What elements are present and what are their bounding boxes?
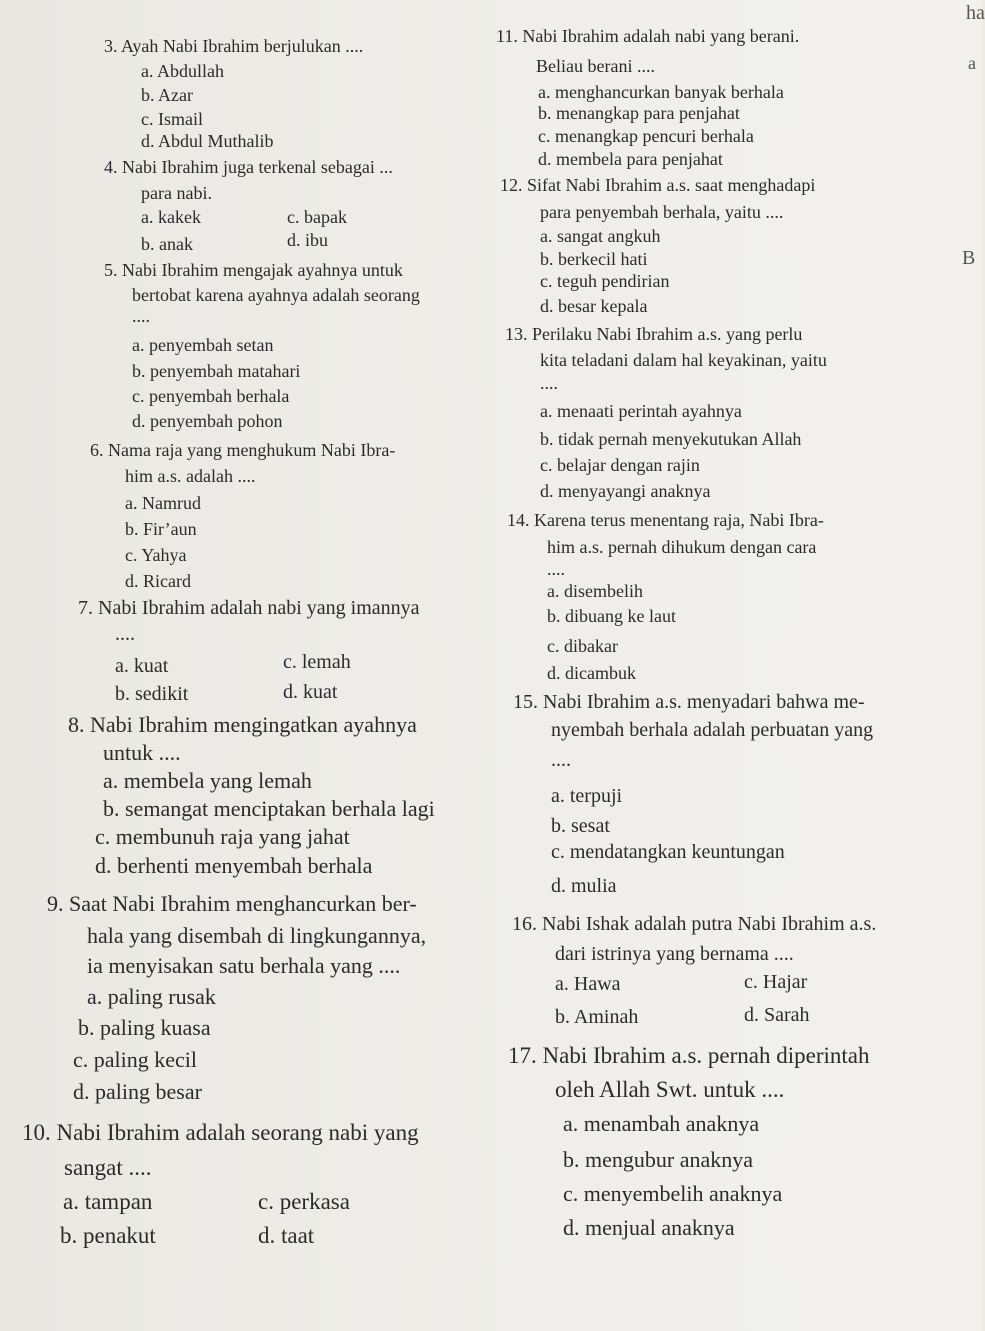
option-d: d. Abdul Muthalib xyxy=(141,131,274,151)
option-d: d. kuat xyxy=(283,681,338,703)
option-a: a. membela yang lemah xyxy=(103,768,312,793)
option-c: c. menyembelih anaknya xyxy=(563,1181,783,1206)
option-c: c. perkasa xyxy=(258,1189,350,1214)
question-stem-line-2: .... xyxy=(115,623,135,645)
option-b: b. dibuang ke laut xyxy=(547,606,676,626)
option-d: d. ibu xyxy=(287,230,329,250)
option-c: c. membunuh raja yang jahat xyxy=(95,824,350,849)
option-d: d. mulia xyxy=(551,875,617,897)
option-b: b. Aminah xyxy=(555,1006,639,1028)
option-b: b. mengubur anaknya xyxy=(563,1147,753,1172)
option-a: a. menghancurkan banyak berhala xyxy=(538,82,784,102)
option-c: c. Ismail xyxy=(141,109,203,129)
question-stem-line-2: Beliau berani .... xyxy=(536,56,655,76)
option-a: a. penyembah setan xyxy=(132,335,274,355)
question-stem-line-1: 10. Nabi Ibrahim adalah seorang nabi yang xyxy=(22,1120,419,1145)
margin-fragment: a xyxy=(968,53,976,73)
margin-fragment: ha xyxy=(966,2,985,24)
question-stem-line-2: hala yang disembah di lingkungannya, xyxy=(87,923,427,948)
question-stem: 3. Ayah Nabi Ibrahim berjulukan .... xyxy=(104,36,364,56)
question-stem-line-3: .... xyxy=(132,306,150,326)
option-c: c. Yahya xyxy=(125,545,187,565)
option-c: c. mendatangkan keuntungan xyxy=(551,841,785,863)
option-c: c. belajar dengan rajin xyxy=(540,455,700,475)
option-a: a. terpuji xyxy=(551,785,623,807)
question-stem-line-2: para penyembah berhala, yaitu .... xyxy=(540,202,784,222)
option-a: a. menambah anaknya xyxy=(563,1111,760,1136)
option-a: a. kakek xyxy=(141,207,201,227)
question-stem-line-1: 12. Sifat Nabi Ibrahim a.s. saat menghadapi xyxy=(500,175,816,195)
question-stem-line-2: bertobat karena ayahnya adalah seorang xyxy=(132,285,420,305)
option-b: b. sedikit xyxy=(115,683,189,705)
option-a: a. kuat xyxy=(115,655,169,677)
option-c: c. paling kecil xyxy=(73,1047,198,1072)
option-d: d. menyayangi anaknya xyxy=(540,481,711,501)
question-stem-line-3: .... xyxy=(540,373,558,393)
option-d: d. besar kepala xyxy=(540,296,648,316)
question-stem-line-2: sangat .... xyxy=(64,1155,152,1180)
option-c: c. Hajar xyxy=(744,971,808,993)
question-stem-line-1: 4. Nabi Ibrahim juga terkenal sebagai ... xyxy=(104,157,393,177)
option-d: d. taat xyxy=(258,1223,315,1248)
margin-fragment: B xyxy=(962,247,976,269)
question-stem-line-1: 7. Nabi Ibrahim adalah nabi yang imannya xyxy=(78,597,420,619)
question-stem-line-1: 9. Saat Nabi Ibrahim menghancurkan ber- xyxy=(47,891,417,916)
question-stem-line-3: .... xyxy=(551,749,571,771)
option-b: b. semangat menciptakan berhala lagi xyxy=(103,796,435,821)
option-b: b. penyembah matahari xyxy=(132,361,301,381)
question-stem-line-1: 8. Nabi Ibrahim mengingatkan ayahnya xyxy=(68,712,417,737)
option-d: d. Ricard xyxy=(125,571,191,591)
option-b: b. penakut xyxy=(60,1223,156,1248)
question-stem-line-1: 15. Nabi Ibrahim a.s. menyadari bahwa me- xyxy=(513,691,865,713)
option-a: a. sangat angkuh xyxy=(540,226,661,246)
option-b: b. menangkap para penjahat xyxy=(538,103,740,123)
option-c: c. teguh pendirian xyxy=(540,271,670,291)
question-stem-line-1: 16. Nabi Ishak adalah putra Nabi Ibrahim a.s. xyxy=(512,913,877,935)
option-c: c. dibakar xyxy=(547,636,618,656)
option-b: b. tidak pernah menyekutukan Allah xyxy=(540,429,802,449)
option-a: a. paling rusak xyxy=(87,984,216,1009)
option-a: a. menaati perintah ayahnya xyxy=(540,401,742,421)
question-stem-line-1: 17. Nabi Ibrahim a.s. pernah diperintah xyxy=(508,1043,870,1068)
question-stem-line-2: oleh Allah Swt. untuk .... xyxy=(555,1077,785,1102)
question-stem-line-2: him a.s. pernah dihukum dengan cara xyxy=(547,537,817,557)
question-stem-line-2: him a.s. adalah .... xyxy=(125,466,256,486)
option-c: c. lemah xyxy=(283,651,351,673)
option-d: d. membela para penjahat xyxy=(538,149,723,169)
option-b: b. paling kuasa xyxy=(78,1015,211,1040)
option-d: d. penyembah pohon xyxy=(132,411,283,431)
option-d: d. menjual anaknya xyxy=(563,1215,735,1240)
option-a: a. Namrud xyxy=(125,493,201,513)
question-stem-line-1: 13. Perilaku Nabi Ibrahim a.s. yang perlu xyxy=(505,324,803,344)
question-stem-line-2: untuk .... xyxy=(103,740,181,765)
question-stem-line-2: kita teladani dalam hal keyakinan, yaitu xyxy=(540,350,827,370)
question-stem-line-1: 5. Nabi Ibrahim mengajak ayahnya untuk xyxy=(104,260,403,280)
question-stem-line-3: .... xyxy=(547,559,565,579)
option-c: c. menangkap pencuri berhala xyxy=(538,126,754,146)
option-d: d. dicambuk xyxy=(547,663,636,683)
option-d: d. berhenti menyembah berhala xyxy=(95,853,373,878)
question-stem-line-2: dari istrinya yang bernama .... xyxy=(555,943,794,965)
question-stem-line-1: 14. Karena terus menentang raja, Nabi Ibra- xyxy=(507,510,824,530)
question-stem-line-2: nyembah berhala adalah perbuatan yang xyxy=(551,719,874,741)
option-c: c. bapak xyxy=(287,207,347,227)
option-a: a. Abdullah xyxy=(141,61,224,81)
option-d: d. paling besar xyxy=(73,1079,202,1104)
question-stem-line-1: 11. Nabi Ibrahim adalah nabi yang berani. xyxy=(496,26,800,46)
option-d: d. Sarah xyxy=(744,1004,810,1026)
option-b: b. anak xyxy=(141,234,193,254)
question-stem-line-3: ia menyisakan satu berhala yang .... xyxy=(87,953,401,978)
option-b: b. sesat xyxy=(551,815,610,837)
option-b: b. Fir’aun xyxy=(125,519,197,539)
question-stem-line-2: para nabi. xyxy=(141,183,212,203)
option-b: b. berkecil hati xyxy=(540,249,648,269)
option-a: a. Hawa xyxy=(555,973,621,995)
option-b: b. Azar xyxy=(141,85,193,105)
option-a: a. tampan xyxy=(63,1189,153,1214)
option-a: a. disembelih xyxy=(547,581,643,601)
option-c: c. penyembah berhala xyxy=(132,386,290,406)
question-stem-line-1: 6. Nama raja yang menghukum Nabi Ibra- xyxy=(90,440,396,460)
